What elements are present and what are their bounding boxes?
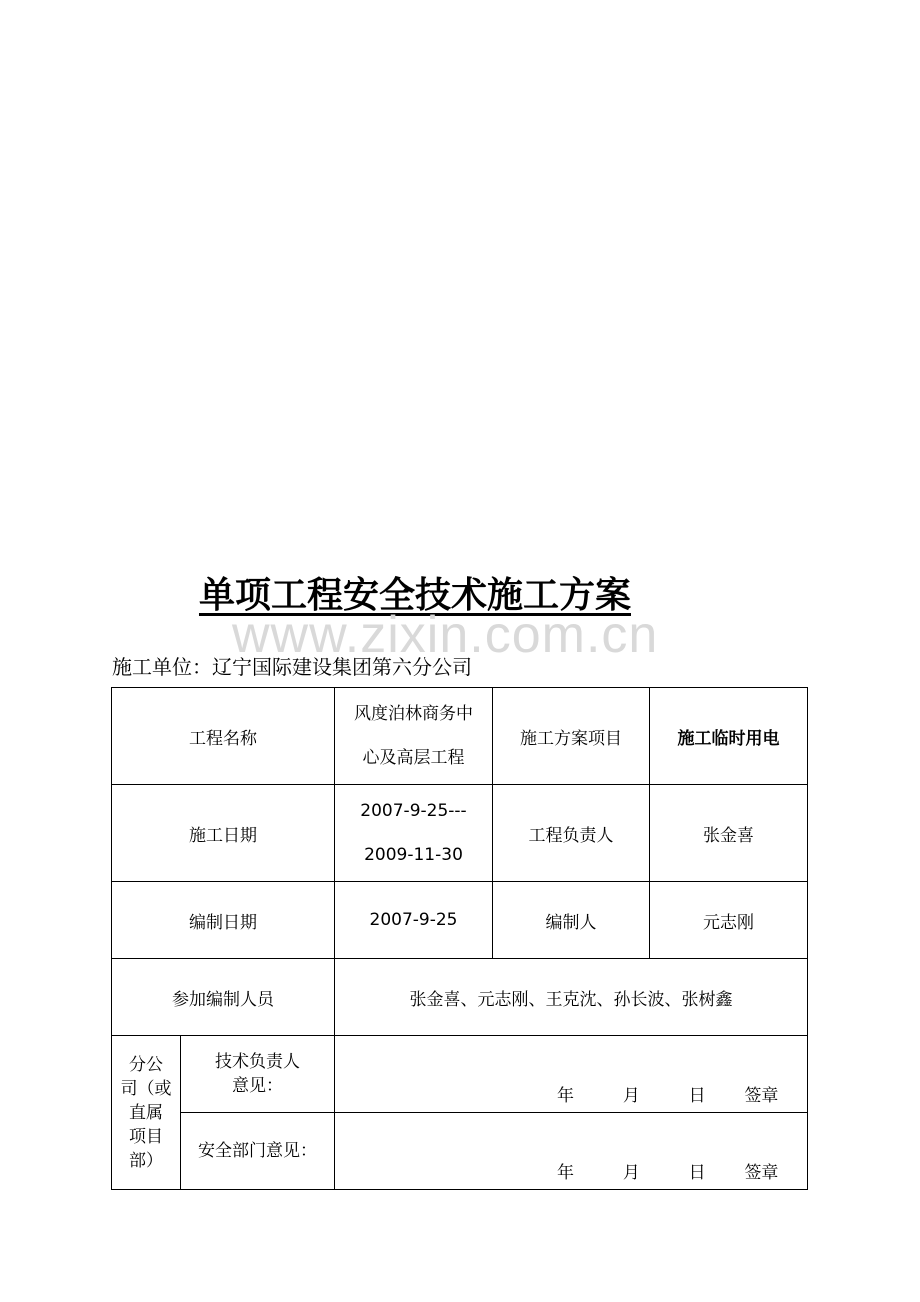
plan-table [111, 687, 808, 1190]
safety-opinion-label: 安全部门意见： [181, 1113, 335, 1190]
table-row [112, 1113, 808, 1190]
month-label: 月 [622, 1086, 640, 1106]
month-label: 月 [622, 1163, 640, 1183]
safety-opinion-field[interactable] [335, 1113, 808, 1190]
tech-opinion-line2: 意见： [232, 1076, 283, 1096]
branch-label [112, 1036, 181, 1190]
construction-date-label: 施工日期 [112, 785, 335, 882]
project-name-value [335, 688, 493, 785]
construction-unit: 施工单位：辽宁国际建设集团第六分公司 [112, 655, 472, 679]
compile-date-value: 2007-9-25 [335, 882, 493, 959]
project-lead-label: 工程负责人 [493, 785, 650, 882]
day-label: 日 [688, 1163, 706, 1183]
project-name-label: 工程名称 [112, 688, 335, 785]
plan-item-value: 施工临时用电 [650, 688, 808, 785]
table-row [112, 688, 808, 785]
tech-opinion-label [181, 1036, 335, 1113]
tech-opinion-field[interactable] [335, 1036, 808, 1113]
construction-date-end: 2009-11-30 [364, 845, 463, 865]
plan-item-label: 施工方案项目 [493, 688, 650, 785]
branch-label-line: 部） [129, 1150, 163, 1171]
table-row [112, 785, 808, 882]
construction-date-start: 2007-9-25--- [360, 801, 467, 821]
watermark: www.zixin.com.cn [232, 606, 659, 664]
compiler-value: 元志刚 [650, 882, 808, 959]
seal-label: 签章 [744, 1163, 779, 1183]
branch-label-line: 分公 [129, 1054, 163, 1075]
table-row [112, 1036, 808, 1113]
table-row [112, 959, 808, 1036]
participants-value: 张金喜、元志刚、王克沈、孙长波、张树鑫 [335, 959, 808, 1036]
document-title: 单项工程安全技术施工方案 [198, 575, 631, 616]
project-name-line2: 心及高层工程 [362, 748, 465, 768]
signature-line [557, 1158, 778, 1183]
branch-label-line: 项目 [129, 1126, 163, 1147]
year-label: 年 [557, 1086, 574, 1106]
compiler-label: 编制人 [493, 882, 650, 959]
construction-date-value [335, 785, 493, 882]
participants-label: 参加编制人员 [112, 959, 335, 1036]
signature-line [557, 1081, 778, 1106]
branch-label-line: 司（或 [120, 1078, 172, 1099]
project-name-line1: 风度泊林商务中 [354, 704, 473, 724]
day-label: 日 [688, 1086, 706, 1106]
branch-label-line: 直属 [129, 1102, 163, 1123]
seal-label: 签章 [744, 1086, 779, 1106]
table-row [112, 882, 808, 959]
project-lead-value: 张金喜 [650, 785, 808, 882]
tech-opinion-line1: 技术负责人 [215, 1052, 300, 1072]
compile-date-label: 编制日期 [112, 882, 335, 959]
year-label: 年 [557, 1163, 574, 1183]
